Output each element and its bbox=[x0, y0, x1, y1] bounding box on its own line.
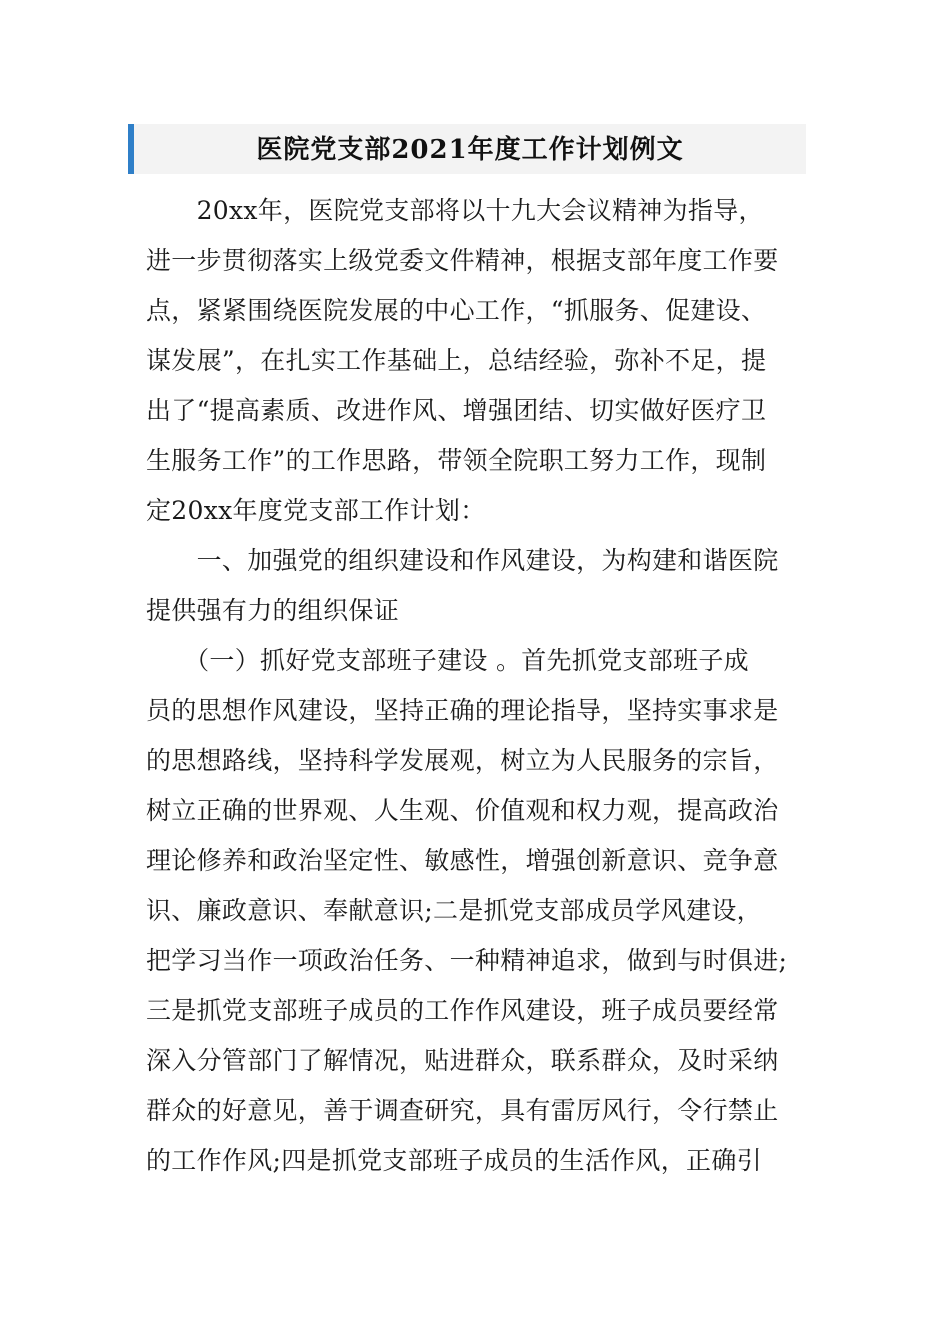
body-line: （一）抓好党支部班子建设 。首先抓党支部班子成 bbox=[146, 646, 749, 675]
body-line: 出了“提高素质、改进作风、增强团结、切实做好医疗卫 bbox=[146, 396, 767, 425]
body-line: 三是抓党支部班子成员的工作作风建设，班子成员要经常 bbox=[146, 996, 779, 1025]
body-line: 谋发展”，在扎实工作基础上，总结经验，弥补不足，提 bbox=[146, 346, 767, 375]
body-line: 进一步贯彻落实上级党委文件精神，根据支部年度工作要 bbox=[146, 246, 779, 275]
body-line: 生服务工作”的工作思路，带领全院职工努力工作，现制 bbox=[146, 446, 767, 475]
body-line: 定20xx年度党支部工作计划： bbox=[146, 496, 486, 525]
document-body bbox=[146, 186, 810, 1186]
body-line: 员的思想作风建设，坚持正确的理论指导，坚持实事求是 bbox=[146, 696, 779, 725]
body-line: 20xx年，医院党支部将以十九大会议精神为指导， bbox=[146, 196, 764, 225]
body-line: 的工作作风;四是抓党支部班子成员的生活作风，正确引 bbox=[146, 1146, 762, 1175]
section-heading-line: 提供强有力的组织保证 bbox=[146, 596, 400, 625]
body-line: 深入分管部门了解情况，贴进群众，联系群众，及时采纳 bbox=[146, 1046, 779, 1075]
body-line: 群众的好意见，善于调查研究，具有雷厉风行，令行禁止 bbox=[146, 1096, 779, 1125]
body-line: 树立正确的世界观、人生观、价值观和权力观，提高政治 bbox=[146, 796, 779, 825]
title-banner bbox=[128, 124, 806, 174]
body-line: 点，紧紧围绕医院发展的中心工作，“抓服务、促建设、 bbox=[146, 296, 767, 325]
section-heading-line: 一、加强党的组织建设和作风建设，为构建和谐医院 bbox=[146, 546, 779, 575]
body-line: 理论修养和政治坚定性、敏感性，增强创新意识、竞争意 bbox=[146, 846, 779, 875]
body-line: 把学习当作一项政治任务、一种精神追求，做到与时俱进; bbox=[146, 946, 788, 975]
body-line: 识、廉政意识、奉献意识;二是抓党支部成员学风建设， bbox=[146, 896, 762, 925]
document-title: 医院党支部2021年度工作计划例文 bbox=[256, 135, 684, 165]
body-line: 的思想路线，坚持科学发展观，树立为人民服务的宗旨， bbox=[146, 746, 779, 775]
